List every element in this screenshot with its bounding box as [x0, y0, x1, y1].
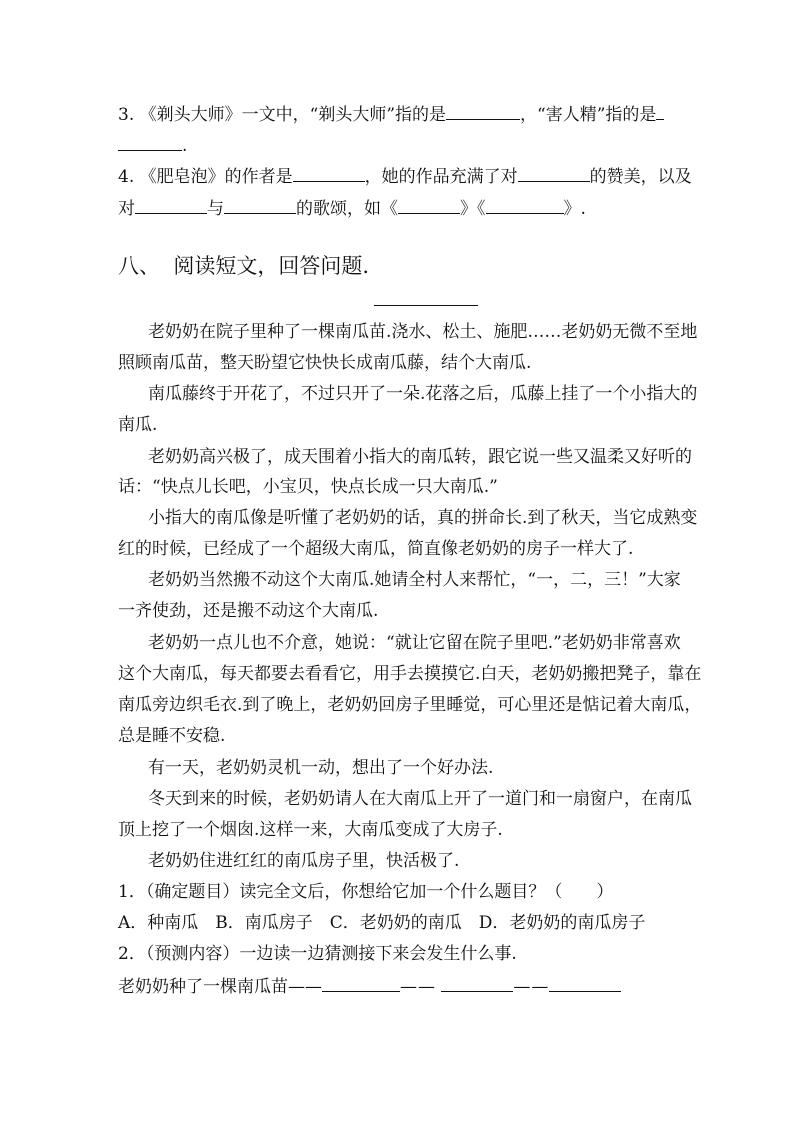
answer-blank[interactable]	[293, 165, 365, 182]
answer-blank[interactable]	[518, 165, 590, 182]
question-4-line-1	[118, 165, 692, 187]
passage-line: 南瓜.	[118, 415, 158, 435]
reading-question-1-options: A．种南瓜 B．南瓜房子 C．老奶奶的南瓜 D．老奶奶的南瓜房子	[118, 913, 646, 933]
question-4-text-h: 》.	[563, 199, 586, 219]
section-title: 阅读短文，回答问题.	[173, 254, 370, 278]
question-3-line-1	[118, 103, 678, 125]
answer-blank[interactable]	[446, 103, 520, 120]
passage-line: 顶上挖了一个烟囱.这样一来，大南瓜变成了大房子.	[118, 820, 503, 840]
question-4-text-b: ，她的作品充满了对	[364, 167, 518, 187]
answer-blank[interactable]	[135, 197, 207, 214]
question-3-text-b: ，“害人精”指的是	[520, 105, 657, 125]
question-4-text-a: 《肥皂泡》的作者是	[139, 167, 293, 187]
passage-line: 照顾南瓜苗，整天盼望它快快长成南瓜藤，结个大南瓜.	[118, 353, 532, 373]
question-4-line-2	[118, 197, 678, 219]
section-number: 八、	[118, 254, 160, 278]
answer-blank[interactable]	[322, 975, 400, 992]
answer-blank[interactable]	[224, 197, 296, 214]
answer-blank[interactable]	[656, 103, 664, 120]
passage-line: 南瓜旁边织毛衣.到了晚上，老奶奶回房子里睡觉，可心里还是惦记着大南瓜，	[118, 695, 702, 715]
chain-dash: ——	[400, 977, 436, 997]
question-4-text-e: 与	[207, 199, 224, 219]
answer-blank[interactable]	[441, 975, 513, 992]
passage-line: 冬天到来的时候，老奶奶请人在大南瓜上开了一道门和一扇窗户，在南瓜	[148, 789, 692, 809]
reading-question-2: 2．（预测内容）一边读一边猜测接下来会发生什么事.	[118, 944, 517, 964]
chain-dash: ——	[513, 977, 550, 997]
reading-question-2-chain	[118, 975, 678, 997]
passage-line: 这个大南瓜，每天都要去看看它，用手去摸摸它.白天，老奶奶搬把凳子，靠在	[118, 664, 702, 684]
question-4-text-c: 的赞美，以及	[589, 167, 692, 187]
passage-line: 南瓜藤终于开花了，不过只开了一朵.花落之后，瓜藤上挂了一个小指大的	[148, 384, 698, 404]
answer-blank[interactable]	[486, 197, 564, 214]
answer-blank[interactable]	[549, 975, 621, 992]
passage-line: 小指大的南瓜像是听懂了老奶奶的话，真的拼命长.到了秋天，当它成熟变	[148, 508, 698, 528]
question-4-text-f: 的歌颂，如《	[296, 199, 398, 219]
passage-line: 老奶奶当然搬不动这个大南瓜.她请全村人来帮忙，“一，二，三！”大家	[148, 570, 681, 590]
chain-lead: 老奶奶种了一棵南瓜苗——	[118, 977, 322, 997]
question-3-text-a: 《剃头大师》一文中，“剃头大师”指的是	[139, 105, 447, 125]
answer-blank[interactable]	[398, 197, 460, 214]
passage-title-blank[interactable]	[374, 305, 478, 306]
passage-line: 老奶奶高兴极了，成天围着小指大的南瓜转，跟它说一些又温柔又好听的	[148, 447, 692, 467]
passage-line: 老奶奶一点儿也不介意，她说：“就让它留在院子里吧.”老奶奶非常喜欢	[148, 633, 681, 653]
answer-blank[interactable]	[118, 134, 182, 151]
passage-line: 话：“快点儿长吧，小宝贝，快点长成一只大南瓜.”	[118, 477, 498, 497]
section-heading	[118, 254, 678, 278]
question-3-end: .	[182, 136, 188, 156]
question-3-line-2	[118, 134, 678, 156]
question-4-text-g: 》《	[460, 199, 486, 219]
passage-line: 红的时候，已经成了一个超级大南瓜，简直像老奶奶的房子一样大了.	[118, 539, 634, 559]
passage-line: 老奶奶在院子里种了一棵南瓜苗.浇水、松土、施肥……老奶奶无微不至地	[148, 322, 698, 342]
reading-question-1: 1．（确定题目）读完全文后，你想给它加一个什么题目？（ ）	[118, 882, 614, 902]
passage-line: 一齐使劲，还是搬不动这个大南瓜.	[118, 601, 379, 621]
question-4-text-d: 对	[118, 199, 135, 219]
passage-line: 老奶奶住进红红的南瓜房子里，快活极了.	[148, 851, 460, 871]
passage-line: 总是睡不安稳.	[118, 726, 226, 746]
question-3-number: 3.	[118, 105, 135, 125]
question-4-number: 4.	[118, 167, 135, 187]
passage-line: 有一天，老奶奶灵机一动，想出了一个好办法.	[148, 758, 494, 778]
